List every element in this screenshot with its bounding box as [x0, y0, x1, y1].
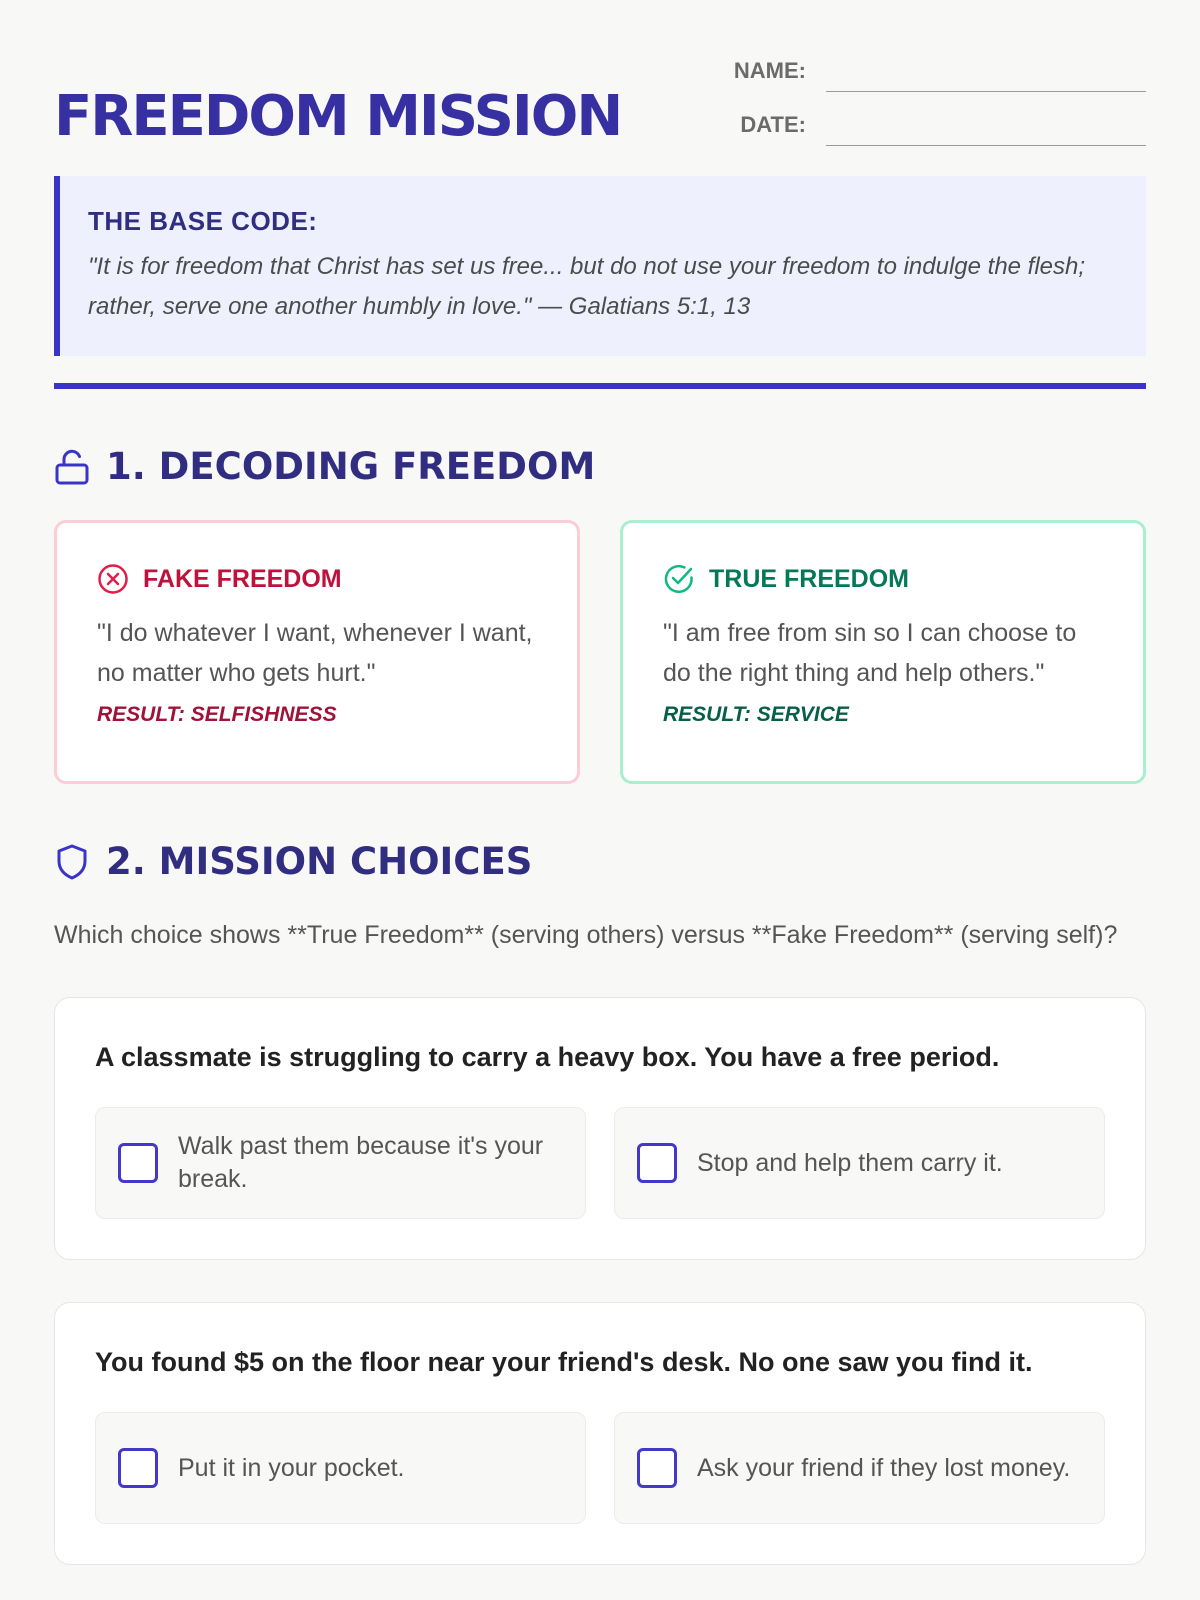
date-field [730, 112, 1146, 138]
page-title: FREEDOM MISSION [54, 84, 622, 149]
name-label: NAME: [733, 58, 806, 83]
true-freedom-label: TRUE FREEDOM [709, 564, 909, 593]
scenario-card [54, 997, 1146, 1260]
freedom-cards [54, 520, 1146, 784]
check-circle-icon [663, 563, 695, 595]
section-decoding-freedom [54, 445, 1146, 488]
choice-label: Stop and help them carry it. [697, 1148, 1003, 1177]
worksheet-header [54, 0, 1146, 176]
choice-label: Put it in your pocket. [178, 1453, 405, 1482]
section-mission-choices [54, 840, 1146, 883]
base-code-verse: "It is for freedom that Christ has set us free... but do not use your freedom to indulge the flesh; rather, serve one another humbly in love." — Galatians 5:1, 13 [88, 253, 1086, 320]
name-input-line[interactable] [826, 91, 1146, 92]
base-code-label: THE BASE CODE: [88, 206, 318, 236]
true-freedom-quote: "I am free from sin so I can choose to do the right thing and help others." [663, 619, 1077, 687]
true-freedom-result: RESULT: SERVICE [663, 703, 849, 726]
true-freedom-card [620, 520, 1146, 784]
scenario-card [54, 1302, 1146, 1565]
choice-option[interactable] [95, 1412, 586, 1524]
date-input-line[interactable] [826, 145, 1146, 146]
choice-checkbox[interactable] [118, 1143, 158, 1183]
true-freedom-heading [663, 563, 1103, 595]
choice-option[interactable] [614, 1107, 1105, 1219]
x-circle-icon [97, 563, 129, 595]
date-label: DATE: [740, 112, 806, 137]
scenario-question: A classmate is struggling to carry a heavy box. You have a free period. [95, 1042, 1000, 1072]
section-title-text: 2. MISSION CHOICES [106, 840, 533, 883]
choice-option[interactable] [614, 1412, 1105, 1524]
scenario-options [95, 1107, 1105, 1219]
scenario-options [95, 1412, 1105, 1524]
choice-label: Ask your friend if they lost money. [697, 1453, 1071, 1482]
fake-freedom-label: FAKE FREEDOM [143, 564, 342, 593]
mission-instructions: Which choice shows **True Freedom** (serving others) versus **Fake Freedom** (serving self)? [54, 921, 1118, 949]
fake-freedom-card [54, 520, 580, 784]
section-title-text: 1. DECODING FREEDOM [106, 445, 596, 488]
scenario-question: You found $5 on the floor near your friend's desk. No one saw you find it. [95, 1347, 1033, 1377]
choice-label: Walk past them because it's your break. [178, 1132, 544, 1193]
choice-checkbox[interactable] [637, 1448, 677, 1488]
fake-freedom-quote: "I do whatever I want, whenever I want, no matter who gets hurt." [97, 619, 533, 687]
fake-freedom-result: RESULT: SELFISHNESS [97, 703, 337, 726]
section-divider [54, 383, 1146, 389]
shield-icon [54, 842, 94, 882]
choice-option[interactable] [95, 1107, 586, 1219]
choice-checkbox[interactable] [637, 1143, 677, 1183]
unlock-icon [54, 447, 94, 487]
base-code-callout [54, 176, 1146, 356]
name-field [730, 58, 1146, 84]
fake-freedom-heading [97, 563, 537, 595]
choice-checkbox[interactable] [118, 1448, 158, 1488]
